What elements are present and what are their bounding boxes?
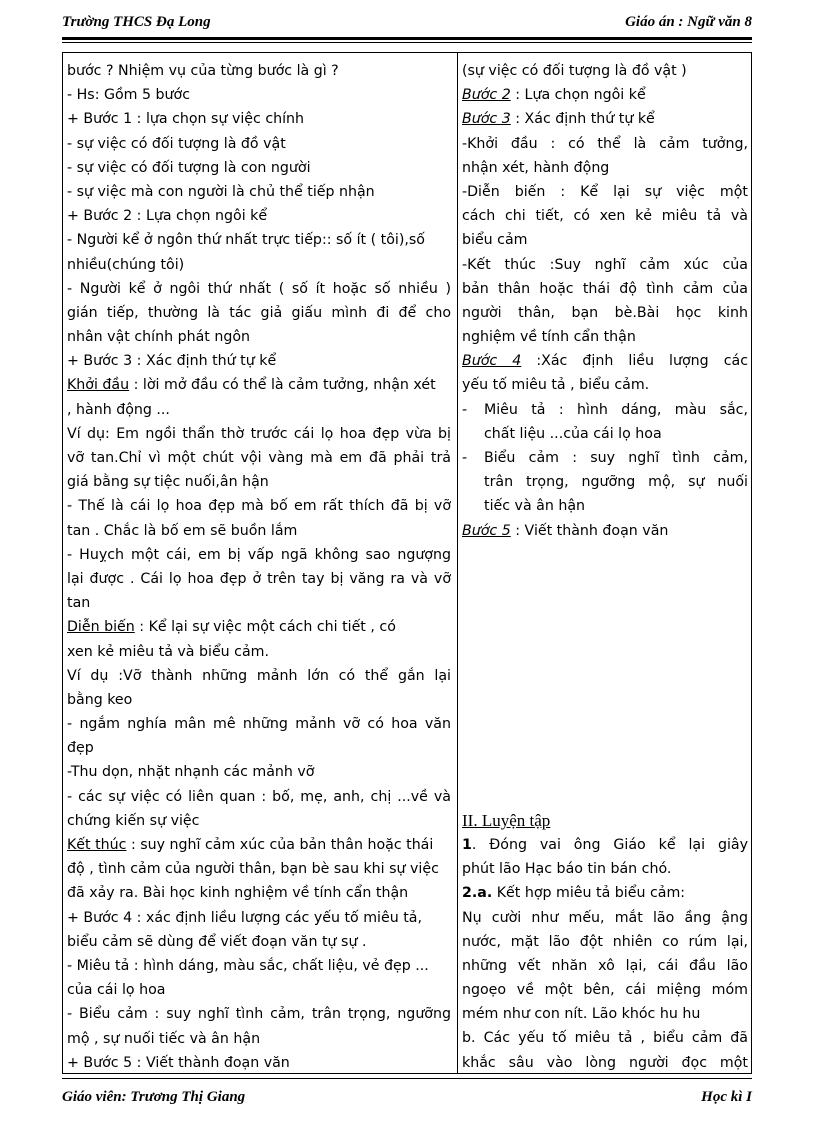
- text-line: [462, 519, 748, 543]
- section-heading: II. Luyện tập: [462, 810, 551, 830]
- text-span: :Xác định liều lượng các: [521, 353, 749, 370]
- text-line: b. Các yếu tố miêu tả , biểu cảm đã: [462, 1030, 748, 1047]
- text-line: [67, 373, 451, 397]
- text-line: -Thu dọn, nhặt nhạnh các mảnh vỡ: [67, 764, 315, 781]
- text-line: + Bước 3 : Xác định thứ tự kể: [67, 353, 277, 370]
- text-line: nhận xét, hành động: [462, 159, 610, 176]
- text-line: mém như con nít. Lão khóc hu hu: [462, 1006, 701, 1023]
- text-line: lại được . Cái lọ hoa đẹp ở trên tay bị văng ra và vỡ: [67, 570, 451, 587]
- section-label: Khởi đầu: [67, 377, 130, 394]
- text-span: . Đóng vai ông Giáo kể lại giây: [471, 836, 748, 853]
- text-line: nhân vật chính phát ngôn: [67, 329, 251, 346]
- text-line: Ví dụ :Vỡ thành những mảnh lớn có thể gắn lại: [67, 667, 451, 684]
- text-line: bước ? Nhiệm vụ của từng bước là gì ?: [67, 63, 339, 79]
- text-line: [462, 349, 748, 373]
- text-line: (sự việc có đối tượng là đồ vật ): [462, 63, 687, 79]
- text-line: + Bước 4 : xác định liều lượng các yếu tố miêu tả,: [67, 909, 422, 926]
- text-line: - Biểu cảm : suy nghĩ tình cảm, trân trọng, ngưỡng: [67, 1006, 451, 1023]
- text-line: người thân, bạn bè.Bài học kinh: [462, 304, 748, 321]
- text-line: Biểu cảm : suy nghĩ tình cảm,: [484, 450, 748, 466]
- text-line: [462, 83, 748, 107]
- blank-space: [462, 543, 748, 809]
- text-line: vỡ tan.Chỉ vì một chút vội vàng mà em đã phải trả: [67, 450, 451, 466]
- text-line: biểu cảm sẽ dùng để viết đoạn văn tự sự .: [67, 933, 367, 950]
- text-line: gián tiếp, thường là tác giả giấu mình đi để cho: [67, 304, 451, 321]
- school-name: Trường THCS Đạ Long: [62, 14, 211, 30]
- text-line: Ví dụ: Em ngồi thẩn thờ trước cái lọ hoa đẹp vừa bị: [67, 425, 451, 442]
- text-span: : lời mở đầu có thể là cảm tưởng, nhận xét: [129, 377, 436, 394]
- text-line: - sự việc có đối tượng là con người: [67, 159, 311, 176]
- text-line: Nụ cười như mếu, mắt lão ầng ậng: [462, 909, 748, 926]
- text-line: [67, 615, 451, 639]
- text-line: xen kẻ miêu tả và biểu cảm.: [67, 643, 270, 660]
- subject-title: Giáo án : Ngữ văn 8: [625, 14, 752, 30]
- text-line: tan: [67, 595, 91, 612]
- text-line: phút lão Hạc báo tin bán chó.: [462, 861, 672, 878]
- text-line: -Khởi đầu : có thể là cảm tưởng,: [462, 135, 748, 152]
- text-line: [67, 833, 451, 857]
- text-line: đẹp: [67, 740, 94, 757]
- text-line: -Diễn biến : Kể lại sự việc một: [462, 183, 748, 200]
- text-line: - sự việc có đối tượng là đồ vật: [67, 135, 286, 152]
- text-line: + Bước 1 : lựa chọn sự việc chính: [67, 111, 305, 128]
- text-line: của cái lọ hoa: [67, 982, 166, 999]
- bullet-item: [462, 398, 748, 446]
- text-line: chất liệu ...của cái lọ hoa: [484, 425, 662, 442]
- header-rule-thin: [62, 42, 752, 43]
- text-line: + Bước 5 : Viết thành đoạn văn: [67, 1054, 290, 1071]
- text-line: đã xảy ra. Bài học kinh nghiệm về tính cẩn thận: [67, 885, 409, 902]
- bullet-dash: -: [462, 401, 468, 418]
- step-label: Bước 5: [462, 522, 511, 539]
- text-line: [462, 881, 748, 905]
- text-line: - Huỵch một cái, em bị vấp ngã không sao ngượng: [67, 546, 451, 563]
- bullet-item: [462, 446, 748, 519]
- text-line: - sự việc mà con người là chủ thể tiếp nhận: [67, 183, 375, 200]
- text-line: trân trọng, ngưỡng mộ, sự nuối: [484, 474, 748, 491]
- text-line: - Miêu tả : hình dáng, màu sắc, chất liệu, vẻ đẹp ...: [67, 957, 429, 974]
- page-header: [62, 12, 752, 34]
- text-line: - Hs: Gồm 5 bước: [67, 87, 190, 104]
- text-line: - ngắm nghía mân mê những mảnh vỡ có hoa văn: [67, 716, 451, 733]
- right-column: [462, 59, 748, 1075]
- text-line: , hành động ...: [67, 401, 170, 418]
- text-line: -Kết thúc :Suy nghĩ cảm xúc của: [462, 256, 748, 273]
- page-footer: [62, 1078, 752, 1105]
- section-label: Diễn biến: [67, 619, 135, 636]
- text-span: Kết hợp miêu tả biểu cảm:: [492, 885, 686, 902]
- term-label: Học kì I: [701, 1089, 752, 1105]
- text-line: [462, 833, 748, 857]
- header-rule-thick: [62, 37, 752, 40]
- text-line: giá bằng sự tiệc nuối,ân hận: [67, 474, 269, 491]
- item-number: 2.a.: [462, 885, 493, 902]
- bullet-dash: -: [462, 450, 468, 466]
- text-line: tan . Chắc là bố em sẽ buồn lắm: [67, 522, 298, 539]
- text-span: : Xác định thứ tự kể: [510, 111, 655, 128]
- text-line: Miêu tả : hình dáng, màu sắc,: [484, 401, 748, 418]
- step-label: Bước 2: [462, 87, 511, 104]
- text-line: độ , tình cảm của người thân, bạn bè sau khi sự việc: [67, 861, 439, 878]
- step-label: Bước 4: [462, 353, 522, 370]
- text-line: - Người kể ở ngôn thứ nhất trực tiếp:: số ít ( tôi),số: [67, 232, 425, 249]
- text-line: ngoẹo về một bên, cái miệng móm: [462, 982, 748, 999]
- section-label: Kết thúc: [67, 837, 127, 853]
- text-line: những vết nhăn xô lại, cái đầu lão: [462, 957, 748, 974]
- text-line: - các sự việc có liên quan : bố, mẹ, anh, chị ...về và: [67, 788, 451, 805]
- text-line: mộ , sự nuối tiếc và ân hận: [67, 1030, 261, 1047]
- item-number: 1: [462, 836, 472, 853]
- text-span: : Viết thành đoạn văn: [510, 522, 669, 539]
- text-line: bằng keo: [67, 691, 133, 708]
- step-label: Bước 3: [462, 111, 511, 128]
- text-span: : Kể lại sự việc một cách chi tiết , có: [134, 619, 396, 636]
- text-span: : Lựa chọn ngôi kể: [510, 87, 646, 104]
- text-line: nghiệm về tính cẩn thận: [462, 329, 636, 346]
- left-column: [67, 59, 451, 1075]
- text-line: + Bước 2 : Lựa chọn ngôi kể: [67, 208, 268, 225]
- text-line: cách chi tiết, có xen kẻ miêu tả và: [462, 208, 748, 225]
- text-span: : suy nghĩ cảm xúc của bản thân hoặc thái: [126, 837, 434, 853]
- text-line: khắc sâu vào lòng người đọc một: [462, 1054, 748, 1071]
- text-line: biểu cảm: [462, 232, 528, 249]
- text-line: bản thân hoặc thái độ tình cảm của: [462, 280, 748, 297]
- text-line: nhiều(chúng tôi): [67, 256, 185, 273]
- text-line: yếu tố miêu tả , biểu cảm.: [462, 377, 650, 394]
- text-line: - Thế là cái lọ hoa đẹp mà bố em rất thích đã bị vỡ: [67, 498, 451, 515]
- text-line: - Người kể ở ngôi thứ nhất ( số ít hoặc số nhiều ): [67, 280, 451, 297]
- text-line: nước, mặt lão đột nhiên co rúm lại,: [462, 933, 748, 950]
- column-divider: [457, 53, 458, 1073]
- text-line: [462, 107, 748, 131]
- text-line: chứng kiến sự việc: [67, 812, 200, 829]
- teacher-name: Giáo viên: Trương Thị Giang: [62, 1089, 246, 1105]
- text-line: tiếc và ân hận: [484, 498, 586, 515]
- lesson-table: [62, 52, 752, 1074]
